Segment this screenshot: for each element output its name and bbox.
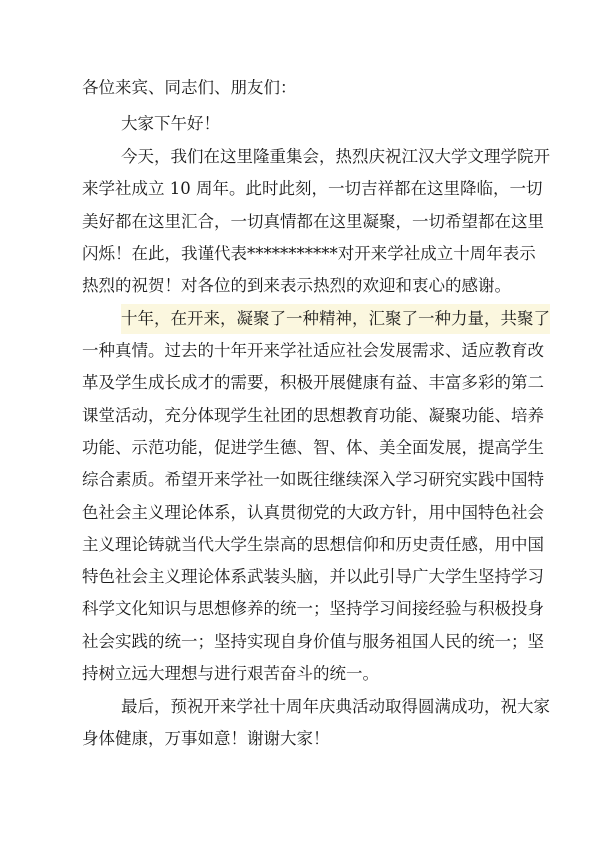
para2-text: 持树立远大理想与进行艰苦奋斗的统一。	[82, 664, 379, 683]
para1-line	[0, 174, 600, 204]
para3-text: 身体健康，万事如意！谢谢大家！	[82, 729, 330, 748]
para2-line	[0, 336, 600, 366]
para1-line	[0, 271, 600, 301]
salutation-line	[0, 73, 600, 103]
para3-text: 最后，预祝开来学社十周年庆典活动取得圆满成功，祝大家	[121, 697, 550, 716]
salutation: 各位来宾、同志们、朋友们：	[82, 78, 297, 97]
para2-line	[0, 594, 600, 624]
para2-text: 综合素质。希望开来学社一如既往继续深入学习研究实践中国特	[82, 470, 544, 489]
para2-line	[0, 433, 600, 463]
para2-text: 十年，在开来，凝聚了一种精神，汇聚了一种力量，共聚了	[121, 304, 550, 334]
para2-line	[0, 304, 600, 334]
para1-line	[0, 239, 600, 269]
para2-text: 特色社会主义理论体系武装头脑，并以此引导广大学生坚持学习	[82, 567, 544, 586]
para3-line	[0, 692, 600, 722]
para2-text: 功能、示范功能，促进学生德、智、体、美全面发展，提高学生	[82, 438, 544, 457]
para1-line	[0, 207, 600, 237]
para3-line	[0, 724, 600, 754]
para1-text: 热烈的祝贺！对各位的到来表示热烈的欢迎和衷心的感谢。	[82, 276, 511, 295]
para2-text: 科学文化知识与思想修养的统一；坚持学习间接经验与积极投身	[82, 599, 544, 618]
para2-text: 一种真情。过去的十年开来学社适应社会发展需求、适应教育改	[82, 341, 544, 360]
para1-text: 闪烁！在此，我谨代表***********对开来学社成立十周年表示	[82, 244, 536, 263]
greeting: 大家下午好！	[121, 114, 220, 133]
para2-line	[0, 627, 600, 657]
para1-text: 美好都在这里汇合，一切真情都在这里凝聚，一切希望都在这里	[82, 212, 544, 231]
para2-text: 社会实践的统一；坚持实现自身价值与服务祖国人民的统一；坚	[82, 632, 544, 651]
para2-text: 主义理论铸就当代大学生崇高的思想信仰和历史责任感，用中国	[82, 535, 544, 554]
para2-text: 色社会主义理论体系，认真贯彻党的大政方针，用中国特色社会	[82, 503, 544, 522]
para2-line	[0, 498, 600, 528]
para2-line	[0, 465, 600, 495]
para2-line	[0, 401, 600, 431]
para2-line	[0, 530, 600, 560]
para1-text: 来学社成立 10 周年。此时此刻，一切吉祥都在这里降临，一切	[82, 179, 543, 198]
para1-line	[0, 142, 600, 172]
para2-line	[0, 659, 600, 689]
greeting-line	[0, 109, 600, 139]
para2-line	[0, 368, 600, 398]
para2-text: 革及学生成长成才的需要，积极开展健康有益、丰富多彩的第二	[82, 373, 544, 392]
para1-text: 今天，我们在这里隆重集会，热烈庆祝江汉大学文理学院开	[121, 147, 550, 166]
para2-line	[0, 562, 600, 592]
para2-text: 课堂活动，充分体现学生社团的思想教育功能、凝聚功能、培养	[82, 406, 544, 425]
